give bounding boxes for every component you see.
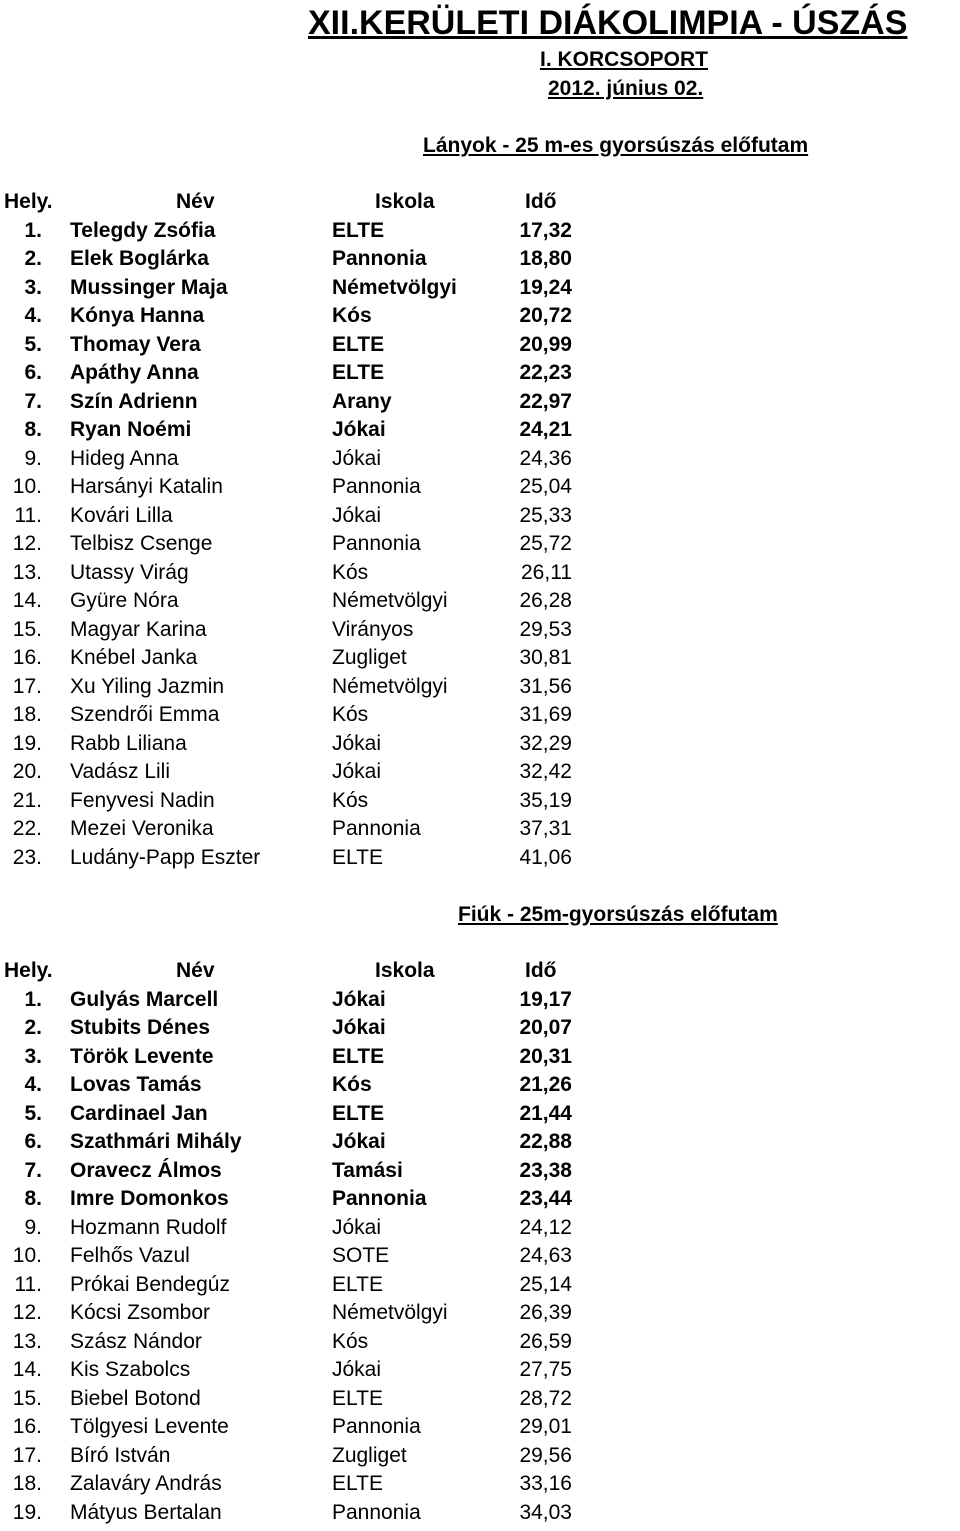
name-cell: Prókai Bendegúz — [70, 1272, 230, 1296]
name-cell: Ryan Noémi — [70, 418, 192, 441]
time-cell: 31,56 — [519, 674, 572, 698]
school-cell: Jókai — [332, 1358, 382, 1381]
school-cell: Németvölgyi — [332, 275, 457, 299]
table-row — [0, 276, 620, 305]
name-cell: Lovas Tamás — [70, 1073, 202, 1096]
place-cell: 19. — [12, 731, 42, 755]
school-cell: Kós — [332, 703, 369, 726]
time-cell: 25,33 — [519, 503, 572, 527]
place-cell: 15. — [12, 617, 42, 641]
table-row — [0, 1187, 620, 1216]
school-cell: Pannonia — [332, 1500, 421, 1524]
place-cell: 19. — [12, 1500, 42, 1524]
name-cell: Mussinger Maja — [70, 275, 228, 299]
name-cell: Zalaváry András — [70, 1472, 222, 1495]
time-cell: 29,56 — [519, 1443, 572, 1467]
time-cell: 20,31 — [519, 1044, 572, 1068]
table-header — [0, 959, 620, 988]
time-cell: 28,72 — [519, 1386, 572, 1410]
place-cell: 1. — [24, 218, 42, 242]
time-cell: 25,14 — [519, 1272, 572, 1296]
place-cell: 6. — [24, 361, 42, 384]
time-cell: 37,31 — [519, 817, 572, 840]
name-cell: Utassy Virág — [70, 560, 189, 584]
place-cell: 18. — [12, 703, 42, 726]
header-place: Hely. — [4, 190, 53, 213]
time-cell: 41,06 — [519, 845, 572, 869]
time-cell: 24,21 — [519, 418, 572, 441]
place-cell: 8. — [24, 418, 42, 441]
table-row — [0, 675, 620, 704]
time-cell: 26,11 — [521, 560, 572, 584]
time-cell: 35,19 — [519, 788, 572, 812]
name-cell: Fenyvesi Nadin — [70, 788, 215, 812]
table-row — [0, 760, 620, 789]
school-cell: ELTE — [332, 845, 383, 869]
place-cell: 5. — [24, 1101, 42, 1125]
table-row — [0, 418, 620, 447]
place-cell: 4. — [24, 304, 42, 327]
name-cell: Thomay Vera — [70, 332, 201, 356]
place-cell: 11. — [14, 1272, 42, 1296]
name-cell: Telegdy Zsófia — [70, 218, 216, 242]
name-cell: Ludány-Papp Eszter — [70, 845, 261, 869]
table-row — [0, 1273, 620, 1302]
school-cell: Kós — [332, 1329, 369, 1353]
place-cell: 2. — [24, 1016, 42, 1039]
header-time: Idő — [525, 190, 557, 213]
table-row — [0, 532, 620, 561]
school-cell: ELTE — [332, 1044, 385, 1068]
school-cell: ELTE — [332, 1386, 383, 1410]
boys-results-table — [0, 959, 620, 1529]
name-cell: Gulyás Marcell — [70, 987, 219, 1011]
header-name: Név — [176, 190, 215, 213]
school-cell: Németvölgyi — [332, 589, 448, 612]
time-cell: 24,36 — [519, 446, 572, 470]
name-cell: Apáthy Anna — [70, 361, 199, 384]
name-cell: Szathmári Mihály — [70, 1130, 242, 1153]
boys-section-title: Fiúk - 25m-gyorsúszás előfutam — [458, 903, 778, 926]
time-cell: 26,28 — [519, 589, 572, 612]
header-name: Név — [176, 959, 215, 982]
place-cell: 17. — [12, 1443, 42, 1467]
name-cell: Knébel Janka — [70, 646, 198, 669]
table-row — [0, 219, 620, 248]
name-cell: Kócsi Zsombor — [70, 1301, 211, 1324]
place-cell: 9. — [24, 446, 42, 470]
name-cell: Elek Boglárka — [70, 247, 209, 270]
time-cell: 20,72 — [519, 304, 572, 327]
table-row — [0, 817, 620, 846]
school-cell: ELTE — [332, 218, 385, 242]
place-cell: 7. — [24, 389, 42, 413]
table-row — [0, 447, 620, 476]
table-row — [0, 703, 620, 732]
header-place: Hely. — [4, 959, 53, 982]
school-cell: Jókai — [332, 1016, 386, 1039]
school-cell: Tamási — [332, 1158, 403, 1182]
name-cell: Hideg Anna — [70, 446, 179, 470]
age-group-subtitle: I. KORCSOPORT — [540, 48, 709, 71]
name-cell: Szín Adrienn — [70, 389, 198, 413]
school-cell: Zugliget — [332, 646, 407, 669]
place-cell: 8. — [24, 1187, 42, 1210]
time-cell: 23,38 — [519, 1158, 572, 1182]
time-cell: 21,44 — [519, 1101, 572, 1125]
school-cell: Kós — [332, 304, 372, 327]
school-cell: Kós — [332, 1073, 372, 1096]
time-cell: 24,63 — [519, 1244, 572, 1267]
name-cell: Török Levente — [70, 1044, 214, 1068]
girls-section-title: Lányok - 25 m-es gyorsúszás előfutam — [423, 134, 809, 157]
time-cell: 33,16 — [519, 1472, 572, 1495]
time-cell: 29,01 — [519, 1415, 572, 1438]
place-cell: 6. — [24, 1130, 42, 1153]
time-cell: 22,23 — [519, 361, 572, 384]
school-cell: Kós — [332, 560, 369, 584]
table-row — [0, 1415, 620, 1444]
place-cell: 10. — [12, 1244, 42, 1267]
table-row — [0, 589, 620, 618]
school-cell: Németvölgyi — [332, 674, 448, 698]
page-title: XII.KERÜLETI DIÁKOLIMPIA - ÚSZÁS — [308, 4, 908, 42]
header-school: Iskola — [375, 959, 435, 982]
school-cell: Jókai — [332, 446, 382, 470]
name-cell: Magyar Karina — [70, 617, 207, 641]
place-cell: 4. — [24, 1073, 42, 1096]
school-cell: Jókai — [332, 418, 386, 441]
school-cell: ELTE — [332, 1272, 383, 1296]
table-row — [0, 1016, 620, 1045]
table-row — [0, 361, 620, 390]
table-row — [0, 1073, 620, 1102]
school-cell: Pannonia — [332, 247, 427, 270]
name-cell: Szász Nándor — [70, 1329, 202, 1353]
name-cell: Rabb Liliana — [70, 731, 187, 755]
table-row — [0, 504, 620, 533]
place-cell: 3. — [24, 275, 42, 299]
name-cell: Felhős Vazul — [70, 1244, 190, 1267]
name-cell: Szendrői Emma — [70, 703, 220, 726]
name-cell: Gyüre Nóra — [70, 589, 179, 612]
school-cell: Jókai — [332, 987, 386, 1011]
table-row — [0, 1102, 620, 1131]
time-cell: 32,42 — [519, 760, 572, 783]
school-cell: Pannonia — [332, 1187, 427, 1210]
place-cell: 20. — [12, 760, 42, 783]
place-cell: 1. — [24, 987, 42, 1011]
name-cell: Mezei Veronika — [70, 817, 214, 840]
name-cell: Tölgyesi Levente — [70, 1415, 229, 1438]
name-cell: Kis Szabolcs — [70, 1358, 191, 1381]
table-row — [0, 1130, 620, 1159]
place-cell: 13. — [12, 560, 42, 584]
place-cell: 14. — [12, 1358, 42, 1381]
time-cell: 26,59 — [519, 1329, 572, 1353]
place-cell: 14. — [12, 589, 42, 612]
school-cell: ELTE — [332, 1101, 385, 1125]
time-cell: 19,17 — [519, 987, 572, 1011]
place-cell: 16. — [12, 1415, 42, 1438]
table-row — [0, 390, 620, 419]
place-cell: 10. — [12, 475, 42, 498]
table-row — [0, 1358, 620, 1387]
time-cell: 34,03 — [519, 1500, 572, 1524]
time-cell: 30,81 — [519, 646, 572, 669]
table-row — [0, 1387, 620, 1416]
time-cell: 23,44 — [519, 1187, 572, 1210]
table-row — [0, 1159, 620, 1188]
table-row — [0, 1244, 620, 1273]
time-cell: 24,12 — [519, 1215, 572, 1239]
table-row — [0, 1330, 620, 1359]
place-cell: 12. — [12, 532, 42, 555]
place-cell: 7. — [24, 1158, 42, 1182]
table-row — [0, 1444, 620, 1473]
name-cell: Vadász Lili — [70, 760, 170, 783]
school-cell: Zugliget — [332, 1443, 407, 1467]
school-cell: Pannonia — [332, 532, 421, 555]
name-cell: Stubits Dénes — [70, 1016, 211, 1039]
time-cell: 18,80 — [519, 247, 572, 270]
place-cell: 23. — [12, 845, 42, 869]
table-row — [0, 1501, 620, 1530]
school-cell: ELTE — [332, 361, 385, 384]
name-cell: Kónya Hanna — [70, 304, 205, 327]
table-row — [0, 475, 620, 504]
place-cell: 17. — [12, 674, 42, 698]
school-cell: Pannonia — [332, 817, 421, 840]
name-cell: Hozmann Rudolf — [70, 1215, 227, 1239]
table-header — [0, 190, 620, 219]
table-row — [0, 1045, 620, 1074]
place-cell: 11. — [14, 503, 42, 527]
name-cell: Imre Domonkos — [70, 1187, 229, 1210]
table-row — [0, 988, 620, 1017]
time-cell: 20,99 — [519, 332, 572, 356]
place-cell: 9. — [24, 1215, 42, 1239]
table-row — [0, 732, 620, 761]
name-cell: Telbisz Csenge — [70, 532, 213, 555]
name-cell: Cardinael Jan — [70, 1101, 208, 1125]
place-cell: 3. — [24, 1044, 42, 1068]
table-row — [0, 618, 620, 647]
time-cell: 20,07 — [519, 1016, 572, 1039]
school-cell: Jókai — [332, 503, 382, 527]
name-cell: Biebel Botond — [70, 1386, 201, 1410]
time-cell: 32,29 — [519, 731, 572, 755]
table-row — [0, 1216, 620, 1245]
table-row — [0, 1472, 620, 1501]
time-cell: 25,04 — [519, 475, 572, 498]
time-cell: 25,72 — [519, 532, 572, 555]
place-cell: 15. — [12, 1386, 42, 1410]
table-row — [0, 1301, 620, 1330]
school-cell: Jókai — [332, 731, 382, 755]
time-cell: 19,24 — [519, 275, 572, 299]
name-cell: Mátyus Bertalan — [70, 1500, 222, 1524]
boys-rows — [0, 988, 620, 1530]
name-cell: Harsányi Katalin — [70, 475, 223, 498]
event-date: 2012. június 02. — [548, 77, 704, 100]
place-cell: 16. — [12, 646, 42, 669]
school-cell: Arany — [332, 389, 392, 413]
time-cell: 29,53 — [519, 617, 572, 641]
place-cell: 22. — [12, 817, 42, 840]
table-row — [0, 333, 620, 362]
school-cell: ELTE — [332, 1472, 383, 1495]
school-cell: Virányos — [332, 617, 414, 641]
table-row — [0, 646, 620, 675]
time-cell: 31,69 — [519, 703, 572, 726]
girls-results-table — [0, 190, 620, 874]
school-cell: SOTE — [332, 1244, 390, 1267]
school-cell: ELTE — [332, 332, 385, 356]
table-row — [0, 561, 620, 590]
place-cell: 12. — [12, 1301, 42, 1324]
time-cell: 21,26 — [519, 1073, 572, 1096]
school-cell: Pannonia — [332, 475, 421, 498]
school-cell: Németvölgyi — [332, 1301, 448, 1324]
place-cell: 18. — [12, 1472, 42, 1495]
name-cell: Kovári Lilla — [70, 503, 173, 527]
school-cell: Jókai — [332, 760, 382, 783]
place-cell: 5. — [24, 332, 42, 356]
time-cell: 22,88 — [519, 1130, 572, 1153]
table-row — [0, 846, 620, 875]
name-cell: Xu Yiling Jazmin — [70, 674, 225, 698]
time-cell: 27,75 — [519, 1358, 572, 1381]
place-cell: 13. — [12, 1329, 42, 1353]
name-cell: Bíró István — [70, 1443, 171, 1467]
school-cell: Kós — [332, 788, 369, 812]
place-cell: 2. — [24, 247, 42, 270]
school-cell: Jókai — [332, 1215, 382, 1239]
school-cell: Jókai — [332, 1130, 386, 1153]
school-cell: Pannonia — [332, 1415, 421, 1438]
table-row — [0, 304, 620, 333]
time-cell: 22,97 — [519, 389, 572, 413]
time-cell: 26,39 — [519, 1301, 572, 1324]
header-time: Idő — [525, 959, 557, 982]
table-row — [0, 247, 620, 276]
girls-rows — [0, 219, 620, 875]
table-row — [0, 789, 620, 818]
place-cell: 21. — [12, 788, 42, 812]
time-cell: 17,32 — [519, 218, 572, 242]
header-school: Iskola — [375, 190, 435, 213]
name-cell: Oravecz Álmos — [70, 1158, 222, 1182]
